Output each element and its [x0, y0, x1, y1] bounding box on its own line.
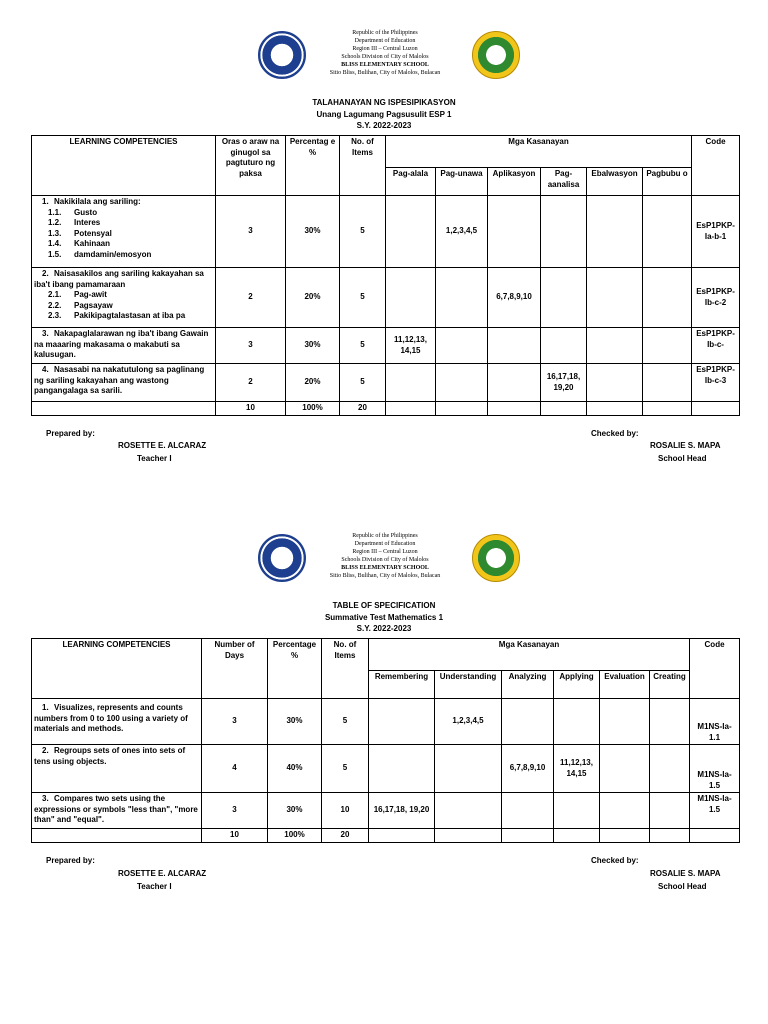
- checked-label: Checked by:: [591, 856, 639, 865]
- skill-cell: [436, 268, 488, 328]
- empty-cell: [435, 829, 502, 843]
- skill-cell: [600, 793, 650, 829]
- competency-cell: [32, 268, 216, 328]
- skill-cell: [587, 268, 643, 328]
- empty-cell: [32, 402, 216, 416]
- checked-name: ROSALIE S. MAPA: [650, 441, 721, 450]
- skill-cell: [488, 364, 541, 402]
- table-row: [32, 745, 740, 793]
- empty-cell: [650, 829, 690, 843]
- letterhead-text: [300, 29, 470, 77]
- col-header-skills: Mga Kasanayan: [386, 136, 692, 168]
- total-items: 20: [340, 402, 386, 416]
- skill-cell: 1,2,3,4,5: [436, 196, 488, 268]
- percentage-cell: 30%: [268, 699, 322, 745]
- sub-number: 1.1.: [48, 207, 62, 217]
- skill-cell: [369, 699, 435, 745]
- letterhead-text: [300, 532, 470, 580]
- header-line: Republic of the Philippines: [352, 533, 418, 539]
- code-cell: EsP1PKP-Ia-b-1: [692, 196, 740, 268]
- col-header-skill: Pag-alala: [386, 168, 436, 196]
- item-number: 3.: [42, 329, 49, 338]
- sub-number: 2.3.: [48, 311, 62, 320]
- skill-cell: [541, 196, 587, 268]
- empty-cell: [386, 402, 436, 416]
- item-number: 3.: [42, 794, 49, 803]
- skill-cell: 16,17,18, 19,20: [541, 364, 587, 402]
- competency-cell: [32, 364, 216, 402]
- item-number: 1.: [42, 197, 49, 206]
- prepared-name: ROSETTE E. ALCARAZ: [118, 869, 207, 878]
- empty-cell: [488, 402, 541, 416]
- items-cell: 5: [340, 196, 386, 268]
- empty-cell: [502, 829, 554, 843]
- competency-cell: [32, 328, 216, 364]
- skill-cell: 16,17,18, 19,20: [369, 793, 435, 829]
- days-cell: 2: [216, 268, 286, 328]
- days-cell: 3: [202, 793, 268, 829]
- table-row: [32, 268, 740, 328]
- skill-cell: [369, 745, 435, 793]
- days-cell: 4: [202, 745, 268, 793]
- total-days: 10: [202, 829, 268, 843]
- checked-title: School Head: [658, 882, 707, 891]
- item-number: 4.: [42, 365, 49, 374]
- total-percentage: 100%: [286, 402, 340, 416]
- col-header-skill: Aplikasyon: [488, 168, 541, 196]
- skill-cell: [600, 745, 650, 793]
- skill-cell: [643, 364, 692, 402]
- sub-text: Gusto: [74, 207, 98, 217]
- school-seal-icon: [472, 31, 520, 79]
- col-header-skill: Ebalwasyon: [587, 168, 643, 196]
- header-line: Schools Division of City of Malolos: [341, 557, 429, 563]
- totals-row: [32, 402, 740, 416]
- item-number: 2.: [42, 746, 49, 755]
- school-address: Sitio Bliss, Bulihan, City of Malolos, Bulacan: [329, 573, 441, 579]
- col-header-skill: Understanding: [435, 671, 502, 699]
- code-cell: EsP1PKP-Ib-c-3: [692, 364, 740, 402]
- col-header-skill: Creating: [650, 671, 690, 699]
- skill-cell: [435, 793, 502, 829]
- math-titles: [0, 600, 768, 635]
- table-row: [32, 793, 740, 829]
- skill-cell: 11,12,13, 14,15: [554, 745, 600, 793]
- totals-row: [32, 829, 740, 843]
- empty-cell: [541, 402, 587, 416]
- competency-cell: [32, 699, 202, 745]
- sub-text: damdamin/emosyon: [74, 249, 152, 259]
- sub-text: Pakikipagtalastasan at iba pa: [74, 311, 186, 320]
- deped-seal-icon: [258, 31, 306, 79]
- skill-cell: 6,7,8,9,10: [502, 745, 554, 793]
- items-cell: 5: [340, 364, 386, 402]
- items-cell: 10: [322, 793, 369, 829]
- days-cell: 3: [216, 328, 286, 364]
- letterhead-2: [0, 527, 768, 587]
- code-cell: EsP1PKP-Ib-c-: [692, 328, 740, 364]
- competency-text: Naisasakilos ang sariling kakayahan sa iba't ibang pamamaraan: [34, 269, 204, 289]
- doc-subtitle: Summative Test Mathematics 1: [324, 612, 444, 622]
- sub-number: 1.2.: [48, 218, 62, 227]
- col-header-skill: Applying: [554, 671, 600, 699]
- prepared-label: Prepared by:: [46, 429, 95, 438]
- skill-cell: [386, 268, 436, 328]
- checked-label: Checked by:: [591, 429, 639, 438]
- col-header-skill: Pag-aanalisa: [541, 168, 587, 196]
- days-cell: 2: [216, 364, 286, 402]
- competency-text: Visualizes, represents and counts numbers from 0 to 100 using a variety of materials and methods.: [34, 703, 188, 733]
- percentage-cell: 30%: [268, 793, 322, 829]
- skill-cell: [643, 196, 692, 268]
- code-cell: M1NS-Ia-1.5: [690, 745, 740, 793]
- empty-cell: [690, 829, 740, 843]
- col-header-code: Code: [690, 639, 740, 699]
- col-header-skills: Mga Kasanayan: [369, 639, 690, 671]
- prepared-title: Teacher I: [137, 454, 172, 463]
- skill-cell: [643, 268, 692, 328]
- total-days: 10: [216, 402, 286, 416]
- competency-cell: [32, 793, 202, 829]
- skill-cell: [488, 196, 541, 268]
- col-header-competencies: LEARNING COMPETENCIES: [32, 639, 202, 699]
- competency-cell: [32, 196, 216, 268]
- skill-cell: [643, 328, 692, 364]
- empty-cell: [32, 829, 202, 843]
- table-row: [32, 364, 740, 402]
- sub-text: Interes: [74, 218, 101, 227]
- empty-cell: [643, 402, 692, 416]
- skill-cell: [554, 793, 600, 829]
- prepared-title: Teacher I: [137, 882, 172, 891]
- sub-text: Pagsayaw: [74, 300, 113, 310]
- skill-cell: [386, 364, 436, 402]
- header-line: Region III – Central Luzon: [352, 46, 418, 52]
- competency-cell: [32, 745, 202, 793]
- esp-spec-table: [31, 135, 740, 416]
- days-cell: 3: [202, 699, 268, 745]
- competency-text: Compares two sets using the expressions or symbols "less than", "more than" and "equal".: [34, 794, 198, 824]
- skill-cell: [436, 328, 488, 364]
- item-number: 1.: [42, 703, 49, 712]
- items-cell: 5: [340, 268, 386, 328]
- checked-title: School Head: [658, 454, 707, 463]
- sub-text: Pag-awit: [74, 290, 107, 299]
- skill-cell: [600, 699, 650, 745]
- competency-text: Nakikilala ang sariling:: [54, 197, 141, 206]
- header-line: Republic of the Philippines: [352, 30, 418, 36]
- skill-cell: [554, 699, 600, 745]
- competency-text: Regroups sets of ones into sets of tens using objects.: [34, 746, 186, 766]
- col-header-competencies: LEARNING COMPETENCIES: [32, 136, 216, 196]
- school-name: BLISS ELEMENTARY SCHOOL: [341, 565, 429, 571]
- empty-cell: [554, 829, 600, 843]
- table-row: [32, 328, 740, 364]
- col-header-days: Oras o araw na ginugol sa pagtuturo ng paksa: [216, 136, 286, 196]
- header-line: Department of Education: [354, 38, 416, 44]
- col-header-skill: Pagbubu o: [643, 168, 692, 196]
- prepared-label: Prepared by:: [46, 856, 95, 865]
- school-name: BLISS ELEMENTARY SCHOOL: [341, 62, 429, 68]
- col-header-code: Code: [692, 136, 740, 196]
- sub-number: 2.1.: [48, 290, 62, 299]
- math-spec-table: [31, 638, 740, 843]
- code-cell: M1NS-Ia-1.5: [690, 793, 740, 829]
- skill-cell: [436, 364, 488, 402]
- table-row: [32, 196, 740, 268]
- items-cell: 5: [340, 328, 386, 364]
- school-year: S.Y. 2022-2023: [356, 121, 412, 130]
- items-cell: 5: [322, 699, 369, 745]
- percentage-cell: 20%: [286, 364, 340, 402]
- empty-cell: [587, 402, 643, 416]
- skill-cell: [502, 699, 554, 745]
- skill-cell: [541, 268, 587, 328]
- total-percentage: 100%: [268, 829, 322, 843]
- doc-title: TALAHANAYAN NG ISPESIPIKASYON: [312, 98, 456, 107]
- skill-cell: 11,12,13, 14,15: [386, 328, 436, 364]
- percentage-cell: 30%: [286, 196, 340, 268]
- skill-cell: [650, 793, 690, 829]
- code-cell: EsP1PKP-Ib-c-2: [692, 268, 740, 328]
- sub-number: 1.4.: [48, 239, 62, 248]
- sub-text: Kahinaan: [74, 239, 111, 248]
- skill-cell: [587, 328, 643, 364]
- esp-titles: [0, 97, 768, 132]
- doc-title: TABLE OF SPECIFICATION: [332, 601, 436, 610]
- empty-cell: [436, 402, 488, 416]
- school-seal-icon: [472, 534, 520, 582]
- competency-text: Nakapaglalarawan ng iba't ibang Gawain na maaaring makasama o makabuti sa kalusugan.: [34, 329, 209, 359]
- skill-cell: 6,7,8,9,10: [488, 268, 541, 328]
- col-header-percentage: Percentage %: [268, 639, 322, 699]
- skill-cell: [502, 793, 554, 829]
- letterhead-1: [0, 24, 768, 84]
- skill-cell: [587, 364, 643, 402]
- days-cell: 3: [216, 196, 286, 268]
- col-header-items: No. of Items: [340, 136, 386, 196]
- col-header-skill: Analyzing: [502, 671, 554, 699]
- percentage-cell: 20%: [286, 268, 340, 328]
- code-cell: M1NS-Ia-1.1: [690, 699, 740, 745]
- header-line: Region III – Central Luzon: [352, 549, 418, 555]
- checked-name: ROSALIE S. MAPA: [650, 869, 721, 878]
- school-year: S.Y. 2022-2023: [356, 624, 412, 633]
- skill-cell: [650, 699, 690, 745]
- skill-cell: [587, 196, 643, 268]
- competency-text: Nasasabi na nakatutulong sa paglinang ng sariling kakayahan ang wastong pangangalaga sa sarili.: [34, 365, 205, 395]
- empty-cell: [600, 829, 650, 843]
- skill-cell: [650, 745, 690, 793]
- col-header-percentage: Percentag e %: [286, 136, 340, 196]
- sub-number: 2.2.: [48, 300, 62, 310]
- table-row: [32, 699, 740, 745]
- school-address: Sitio Bliss, Bulihan, City of Malolos, Bulacan: [329, 70, 441, 76]
- col-header-days: Number of Days: [202, 639, 268, 699]
- skill-cell: [435, 745, 502, 793]
- skill-cell: 1,2,3,4,5: [435, 699, 502, 745]
- deped-seal-icon: [258, 534, 306, 582]
- skill-cell: [386, 196, 436, 268]
- prepared-name: ROSETTE E. ALCARAZ: [118, 441, 207, 450]
- total-items: 20: [322, 829, 369, 843]
- skill-cell: [488, 328, 541, 364]
- sub-text: Potensyal: [74, 228, 112, 238]
- header-line: Schools Division of City of Malolos: [341, 54, 429, 60]
- sub-number: 1.5.: [48, 249, 62, 259]
- col-header-skill: Remembering: [369, 671, 435, 699]
- skill-cell: [541, 328, 587, 364]
- sub-number: 1.3.: [48, 228, 62, 238]
- empty-cell: [692, 402, 740, 416]
- empty-cell: [369, 829, 435, 843]
- doc-subtitle: Unang Lagumang Pagsusulit ESP 1: [316, 109, 452, 119]
- percentage-cell: 30%: [286, 328, 340, 364]
- col-header-skill: Pag-unawa: [436, 168, 488, 196]
- item-number: 2.: [42, 269, 49, 278]
- col-header-items: No. of Items: [322, 639, 369, 699]
- percentage-cell: 40%: [268, 745, 322, 793]
- col-header-skill: Evaluation: [600, 671, 650, 699]
- items-cell: 5: [322, 745, 369, 793]
- header-line: Department of Education: [354, 541, 416, 547]
